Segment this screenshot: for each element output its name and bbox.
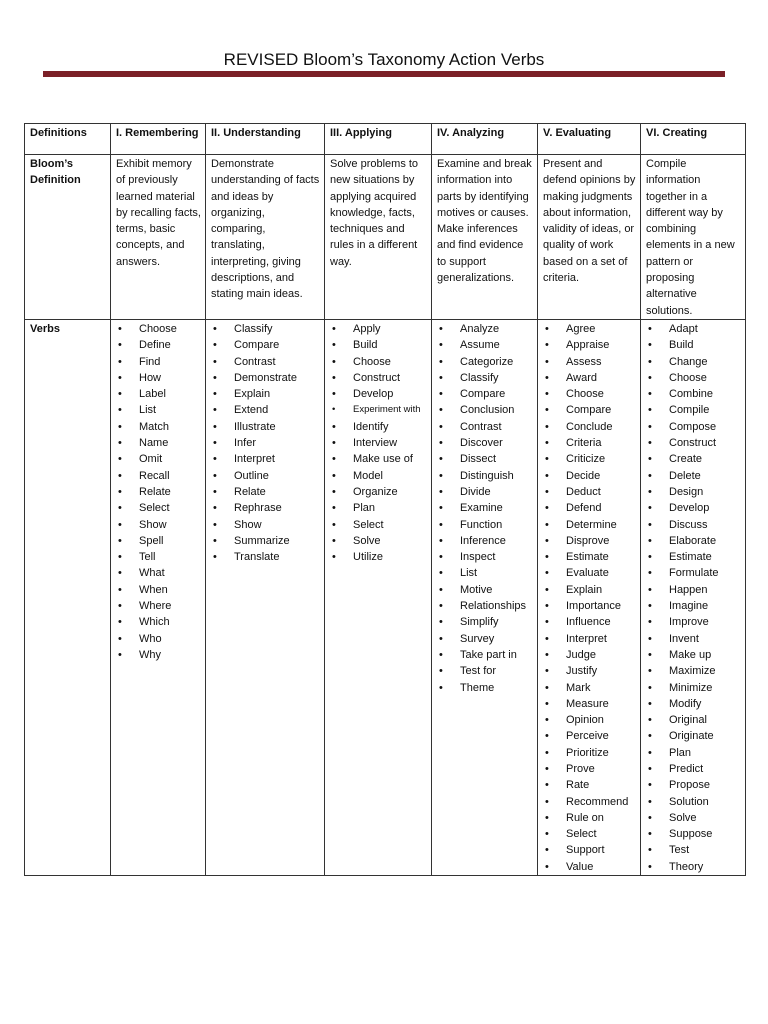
verb-item: • Make up <box>646 647 741 663</box>
verb-item: • Make use of <box>330 451 427 467</box>
verb-item: • Analyze <box>437 321 533 337</box>
verbs-analyzing <box>432 319 538 875</box>
verb-item: • Contrast <box>437 419 533 435</box>
verb-item: • Outline <box>211 468 320 484</box>
verb-item: • Discuss <box>646 517 741 533</box>
verb-list <box>543 321 636 875</box>
verb-item: • Rate <box>543 777 636 793</box>
verb-item: • Disprove <box>543 533 636 549</box>
verb-item: • Test for <box>437 663 533 679</box>
verb-item: • Award <box>543 370 636 386</box>
verb-item: • Identify <box>330 419 427 435</box>
verb-item: • Evaluate <box>543 565 636 581</box>
verb-item: • Suppose <box>646 826 741 842</box>
verb-item: • Compare <box>211 337 320 353</box>
verb-item: • Plan <box>646 745 741 761</box>
verb-item: • Measure <box>543 696 636 712</box>
verb-item: • Formulate <box>646 565 741 581</box>
verb-item: • Translate <box>211 549 320 565</box>
verb-item: • Inference <box>437 533 533 549</box>
verb-list <box>116 321 201 663</box>
verb-item: • Categorize <box>437 354 533 370</box>
verb-item: • Estimate <box>543 549 636 565</box>
verb-item: • Illustrate <box>211 419 320 435</box>
verbs-remembering <box>111 319 206 875</box>
header-remembering: I. Remembering <box>111 124 206 155</box>
verb-item: • Why <box>116 647 201 663</box>
verb-item: • Happen <box>646 582 741 598</box>
definition-remembering: Exhibit memory of previously learned material by recalling facts, terms, basic concepts, and answers. <box>111 155 206 320</box>
verb-item: • Interpret <box>543 631 636 647</box>
taxonomy-table <box>24 123 746 876</box>
verb-item: • Propose <box>646 777 741 793</box>
verb-item: • Judge <box>543 647 636 663</box>
verb-item: • Show <box>211 517 320 533</box>
verb-item: • Contrast <box>211 354 320 370</box>
verb-item: • List <box>116 402 201 418</box>
header-row <box>25 124 746 155</box>
verb-item: • Match <box>116 419 201 435</box>
verb-item: • Agree <box>543 321 636 337</box>
verb-item: • Extend <box>211 402 320 418</box>
verb-item: • Develop <box>330 386 427 402</box>
verb-item: • Classify <box>437 370 533 386</box>
verb-item: • Decide <box>543 468 636 484</box>
verb-item: • Relate <box>116 484 201 500</box>
definition-applying: Solve problems to new situations by applying acquired knowledge, facts, techniques and rules in a different way. <box>325 155 432 320</box>
verb-item: • Distinguish <box>437 468 533 484</box>
verb-item: • Spell <box>116 533 201 549</box>
verb-item: • Compile <box>646 402 741 418</box>
verbs-label: Verbs <box>25 319 111 875</box>
verb-item: • Who <box>116 631 201 647</box>
verb-item: • Find <box>116 354 201 370</box>
verb-item: • Imagine <box>646 598 741 614</box>
verb-item: • Omit <box>116 451 201 467</box>
verb-item: • Invent <box>646 631 741 647</box>
definition-creating: Compile information together in a different way by combining elements in a new pattern or proposing alternative solutions. <box>641 155 746 320</box>
title-divider <box>43 71 725 77</box>
verb-item: • Solve <box>330 533 427 549</box>
document-title: REVISED Bloom’s Taxonomy Action Verbs <box>223 50 545 69</box>
verb-list <box>646 321 741 875</box>
verb-item: • Prove <box>543 761 636 777</box>
verb-item: • Support <box>543 842 636 858</box>
verb-item: • Explain <box>211 386 320 402</box>
verb-item: • Importance <box>543 598 636 614</box>
verb-item: • Create <box>646 451 741 467</box>
verb-item: • Interpret <box>211 451 320 467</box>
verb-item: • List <box>437 565 533 581</box>
verb-item: • How <box>116 370 201 386</box>
verb-item: • Choose <box>116 321 201 337</box>
header-analyzing: IV. Analyzing <box>432 124 538 155</box>
verb-item: • Infer <box>211 435 320 451</box>
verb-item: • Name <box>116 435 201 451</box>
verbs-creating <box>641 319 746 875</box>
verb-item: • Improve <box>646 614 741 630</box>
verb-item: • Adapt <box>646 321 741 337</box>
verb-item: • Function <box>437 517 533 533</box>
verb-item: • Prioritize <box>543 745 636 761</box>
header-understanding: II. Understanding <box>206 124 325 155</box>
header-definitions: Definitions <box>25 124 111 155</box>
header-creating: VI. Creating <box>641 124 746 155</box>
verb-item: • Modify <box>646 696 741 712</box>
verbs-evaluating <box>538 319 641 875</box>
verb-item: • Delete <box>646 468 741 484</box>
definition-label: Bloom’s Definition <box>25 155 111 320</box>
verb-item: • Original <box>646 712 741 728</box>
verb-item: • Predict <box>646 761 741 777</box>
verb-item: • Minimize <box>646 680 741 696</box>
verb-item: • Design <box>646 484 741 500</box>
verb-item: • Select <box>330 517 427 533</box>
header-evaluating: V. Evaluating <box>538 124 641 155</box>
verb-item: • Criteria <box>543 435 636 451</box>
verb-item: • Conclusion <box>437 402 533 418</box>
verb-item: • Rule on <box>543 810 636 826</box>
verb-item: • Solution <box>646 794 741 810</box>
verb-item: • Assume <box>437 337 533 353</box>
definition-understanding: Demonstrate understanding of facts and ideas by organizing, comparing, translating, interpreting, giving descriptions, and stating main ideas. <box>206 155 325 320</box>
verb-item: • Label <box>116 386 201 402</box>
verb-item: • Change <box>646 354 741 370</box>
verb-item: • Choose <box>646 370 741 386</box>
verb-item: • Simplify <box>437 614 533 630</box>
verb-item: • Value <box>543 859 636 875</box>
verb-item: • Estimate <box>646 549 741 565</box>
verb-list <box>437 321 533 696</box>
verb-item: • Determine <box>543 517 636 533</box>
verb-item: • Relationships <box>437 598 533 614</box>
verb-item: • Survey <box>437 631 533 647</box>
verb-item: • Model <box>330 468 427 484</box>
verb-item: • Dissect <box>437 451 533 467</box>
verb-item: • Recommend <box>543 794 636 810</box>
verb-item: • Classify <box>211 321 320 337</box>
verb-item: • Build <box>330 337 427 353</box>
verb-item: • Influence <box>543 614 636 630</box>
verb-item: • Develop <box>646 500 741 516</box>
verbs-applying <box>325 319 432 875</box>
definition-row <box>25 155 746 320</box>
verb-item: • Perceive <box>543 728 636 744</box>
verb-item: • Construct <box>646 435 741 451</box>
verb-item: • Apply <box>330 321 427 337</box>
verb-item: • Choose <box>330 354 427 370</box>
verb-item: • Theme <box>437 680 533 696</box>
verb-item: • Theory <box>646 859 741 875</box>
verb-item: • Construct <box>330 370 427 386</box>
verb-item: • Justify <box>543 663 636 679</box>
verb-item: • Summarize <box>211 533 320 549</box>
verb-item: • Plan <box>330 500 427 516</box>
definition-evaluating: Present and defend opinions by making judgments about information, validity of ideas, or quality of work based on a set of criteria. <box>538 155 641 320</box>
verb-item: • Deduct <box>543 484 636 500</box>
verb-item: • Select <box>116 500 201 516</box>
verb-item: • Compare <box>437 386 533 402</box>
verb-item: • Explain <box>543 582 636 598</box>
verb-item: • Define <box>116 337 201 353</box>
verb-item: • Appraise <box>543 337 636 353</box>
header-applying: III. Applying <box>325 124 432 155</box>
verb-item: • Inspect <box>437 549 533 565</box>
verb-item: • Discover <box>437 435 533 451</box>
verb-item: • Demonstrate <box>211 370 320 386</box>
verb-item: • Build <box>646 337 741 353</box>
verb-item: • Which <box>116 614 201 630</box>
verb-item: • Motive <box>437 582 533 598</box>
verb-item: • Rephrase <box>211 500 320 516</box>
verb-item: • Compare <box>543 402 636 418</box>
verb-item: • Experiment with <box>330 402 427 418</box>
verb-item: • Show <box>116 517 201 533</box>
verb-item: • Interview <box>330 435 427 451</box>
verb-list <box>330 321 427 565</box>
verb-item: • Recall <box>116 468 201 484</box>
verb-item: • Maximize <box>646 663 741 679</box>
definition-analyzing: Examine and break information into parts by identifying motives or causes. Make inferences and find evidence to support generalizations. <box>432 155 538 320</box>
verbs-row <box>25 319 746 875</box>
verb-item: • Divide <box>437 484 533 500</box>
verb-item: • Utilize <box>330 549 427 565</box>
verbs-understanding <box>206 319 325 875</box>
verb-item: • Mark <box>543 680 636 696</box>
verb-item: • What <box>116 565 201 581</box>
verb-item: • Opinion <box>543 712 636 728</box>
verb-item: • Organize <box>330 484 427 500</box>
verb-item: • Combine <box>646 386 741 402</box>
verb-item: • Conclude <box>543 419 636 435</box>
verb-list <box>211 321 320 565</box>
verb-item: • Assess <box>543 354 636 370</box>
verb-item: • Select <box>543 826 636 842</box>
verb-item: • Compose <box>646 419 741 435</box>
verb-item: • When <box>116 582 201 598</box>
verb-item: • Elaborate <box>646 533 741 549</box>
verb-item: • Choose <box>543 386 636 402</box>
verb-item: • Relate <box>211 484 320 500</box>
verb-item: • Criticize <box>543 451 636 467</box>
verb-item: • Tell <box>116 549 201 565</box>
verb-item: • Take part in <box>437 647 533 663</box>
verb-item: • Test <box>646 842 741 858</box>
verb-item: • Examine <box>437 500 533 516</box>
verb-item: • Solve <box>646 810 741 826</box>
verb-item: • Defend <box>543 500 636 516</box>
verb-item: • Originate <box>646 728 741 744</box>
verb-item: • Where <box>116 598 201 614</box>
